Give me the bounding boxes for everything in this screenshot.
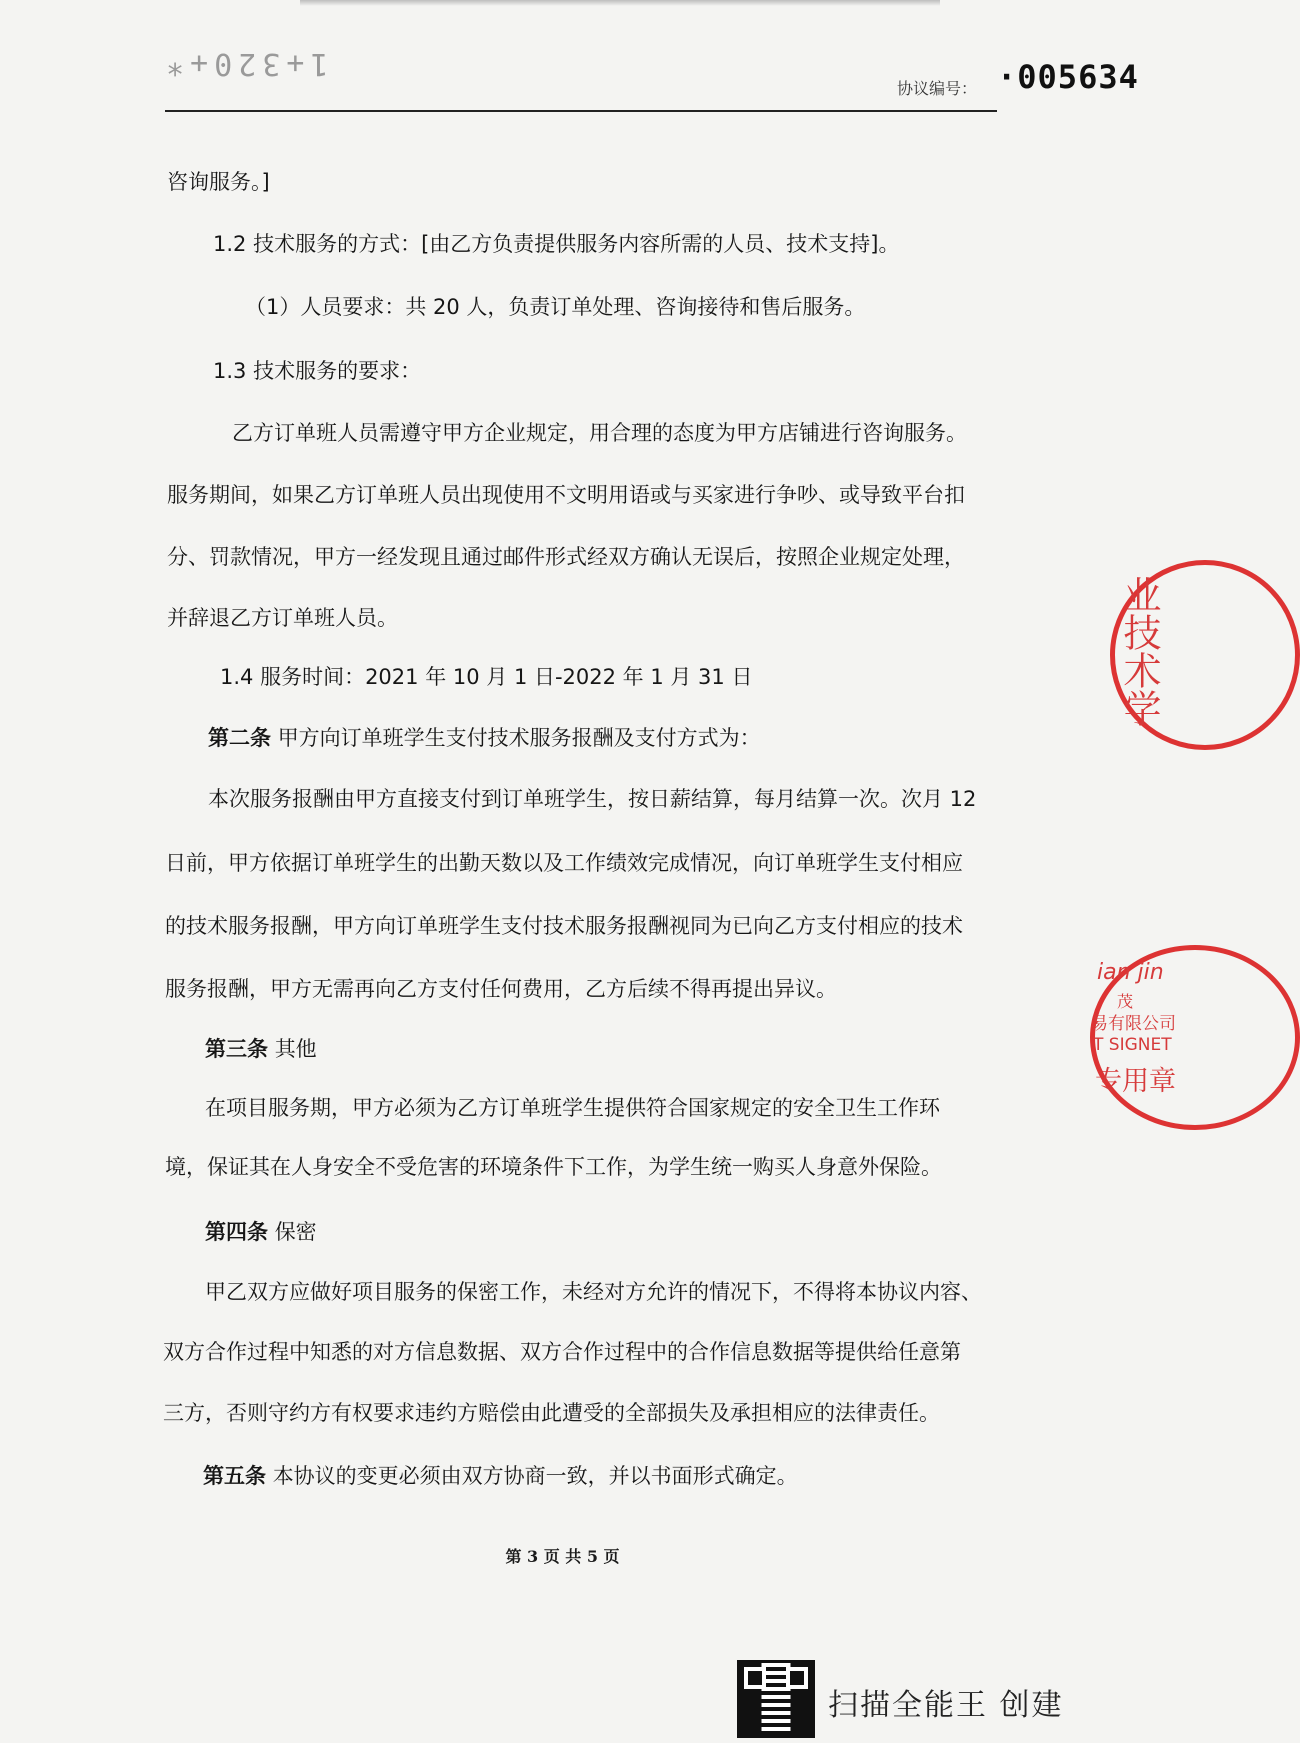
article-3-line: 境，保证其在人身安全不受危害的环境条件下工作，为学生统一购买人身意外保险。 [165,1155,942,1179]
article-4-line: 三方，否则守约方有权要求违约方赔偿由此遭受的全部损失及承担相应的法律责任。 [163,1401,940,1425]
seal-company-line1: ian jin [1097,960,1164,985]
body-line: 乙方订单班人员需遵守甲方企业规定，用合理的态度为甲方店铺进行咨询服务。 [232,421,967,445]
article-4-heading-line [205,1216,317,1246]
body-line: （1）人员要求：共 20 人，负责订单处理、咨询接待和售后服务。 [245,295,866,319]
qr-code-icon [737,1660,815,1738]
article-2-heading-line [208,722,761,752]
agreement-number-value: ·005634 [997,58,1139,96]
seal-company-line2: 茂 [1117,992,1134,1011]
body-line: 1.3 技术服务的要求： [213,359,422,383]
body-line: 1.2 技术服务的方式：[由乙方负责提供服务内容所需的人员、技术支持]。 [213,232,900,256]
article-3-heading-line [205,1033,317,1063]
seal-company-line4: T SIGNET [1093,1035,1172,1055]
seal-company-line5: 专用章 [1095,1066,1176,1097]
article-2-line: 本次服务报酬由甲方直接支付到订单班学生，按日薪结算，每月结算一次。次月 12 [208,787,977,811]
body-line: 服务期间，如果乙方订单班人员出现使用不文明用语或与买家进行争吵、或导致平台扣 [167,483,965,507]
article-4-line: 双方合作过程中知悉的对方信息数据、双方合作过程中的合作信息数据等提供给任意第 [163,1340,961,1364]
article-5-heading: 第五条 [203,1464,266,1488]
article-3-line: 在项目服务期，甲方必须为乙方订单班学生提供符合国家规定的安全卫生工作环 [205,1096,940,1120]
agreement-number-label: 协议编号： [897,79,978,98]
body-line: 分、罚款情况，甲方一经发现且通过邮件形式经双方确认无误后，按照企业规定处理， [167,545,965,569]
body-line: 咨询服务。] [167,170,270,194]
article-2-title: 甲方向订单班学生支付技术服务报酬及支付方式为： [277,726,761,750]
article-2-line: 日前，甲方依据订单班学生的出勤天数以及工作绩效完成情况，向订单班学生支付相应 [165,851,963,875]
body-line: 并辞退乙方订单班人员。 [167,606,398,630]
article-3-heading: 第三条 [205,1037,268,1061]
article-4-title: 保密 [274,1220,317,1244]
body-line: 1.4 服务时间：2021 年 10 月 1 日-2022 年 1 月 31 日 [220,665,753,689]
article-4-heading: 第四条 [205,1220,268,1244]
page-number: 第 3 页 共 5 页 [505,1547,620,1566]
article-5-text: 本协议的变更必须由双方协商一致，并以书面形式确定。 [272,1464,798,1488]
article-5-line [203,1460,798,1490]
article-2-line: 服务报酬，甲方无需再向乙方支付任何费用，乙方后续不得再提出异议。 [165,977,837,1001]
article-3-title: 其他 [274,1037,317,1061]
seal-company-line3: 易有限公司 [1091,1014,1176,1034]
scan-shadow [300,0,940,6]
seal-school-text: 业技术学 [1117,575,1161,727]
article-4-line: 甲乙双方应做好项目服务的保密工作，未经对方允许的情况下，不得将本协议内容、 [205,1280,982,1304]
red-seal-company [1085,945,1176,1130]
camscanner-watermark: 扫描全能王 创建 [828,1688,1064,1723]
red-seal-school [1105,555,1165,755]
header-divider [165,110,997,112]
serial-stamp: 1+320+* [160,46,329,81]
article-2-line: 的技术服务报酬，甲方向订单班学生支付技术服务报酬视同为已向乙方支付相应的技术 [165,914,963,938]
article-2-heading: 第二条 [208,726,271,750]
